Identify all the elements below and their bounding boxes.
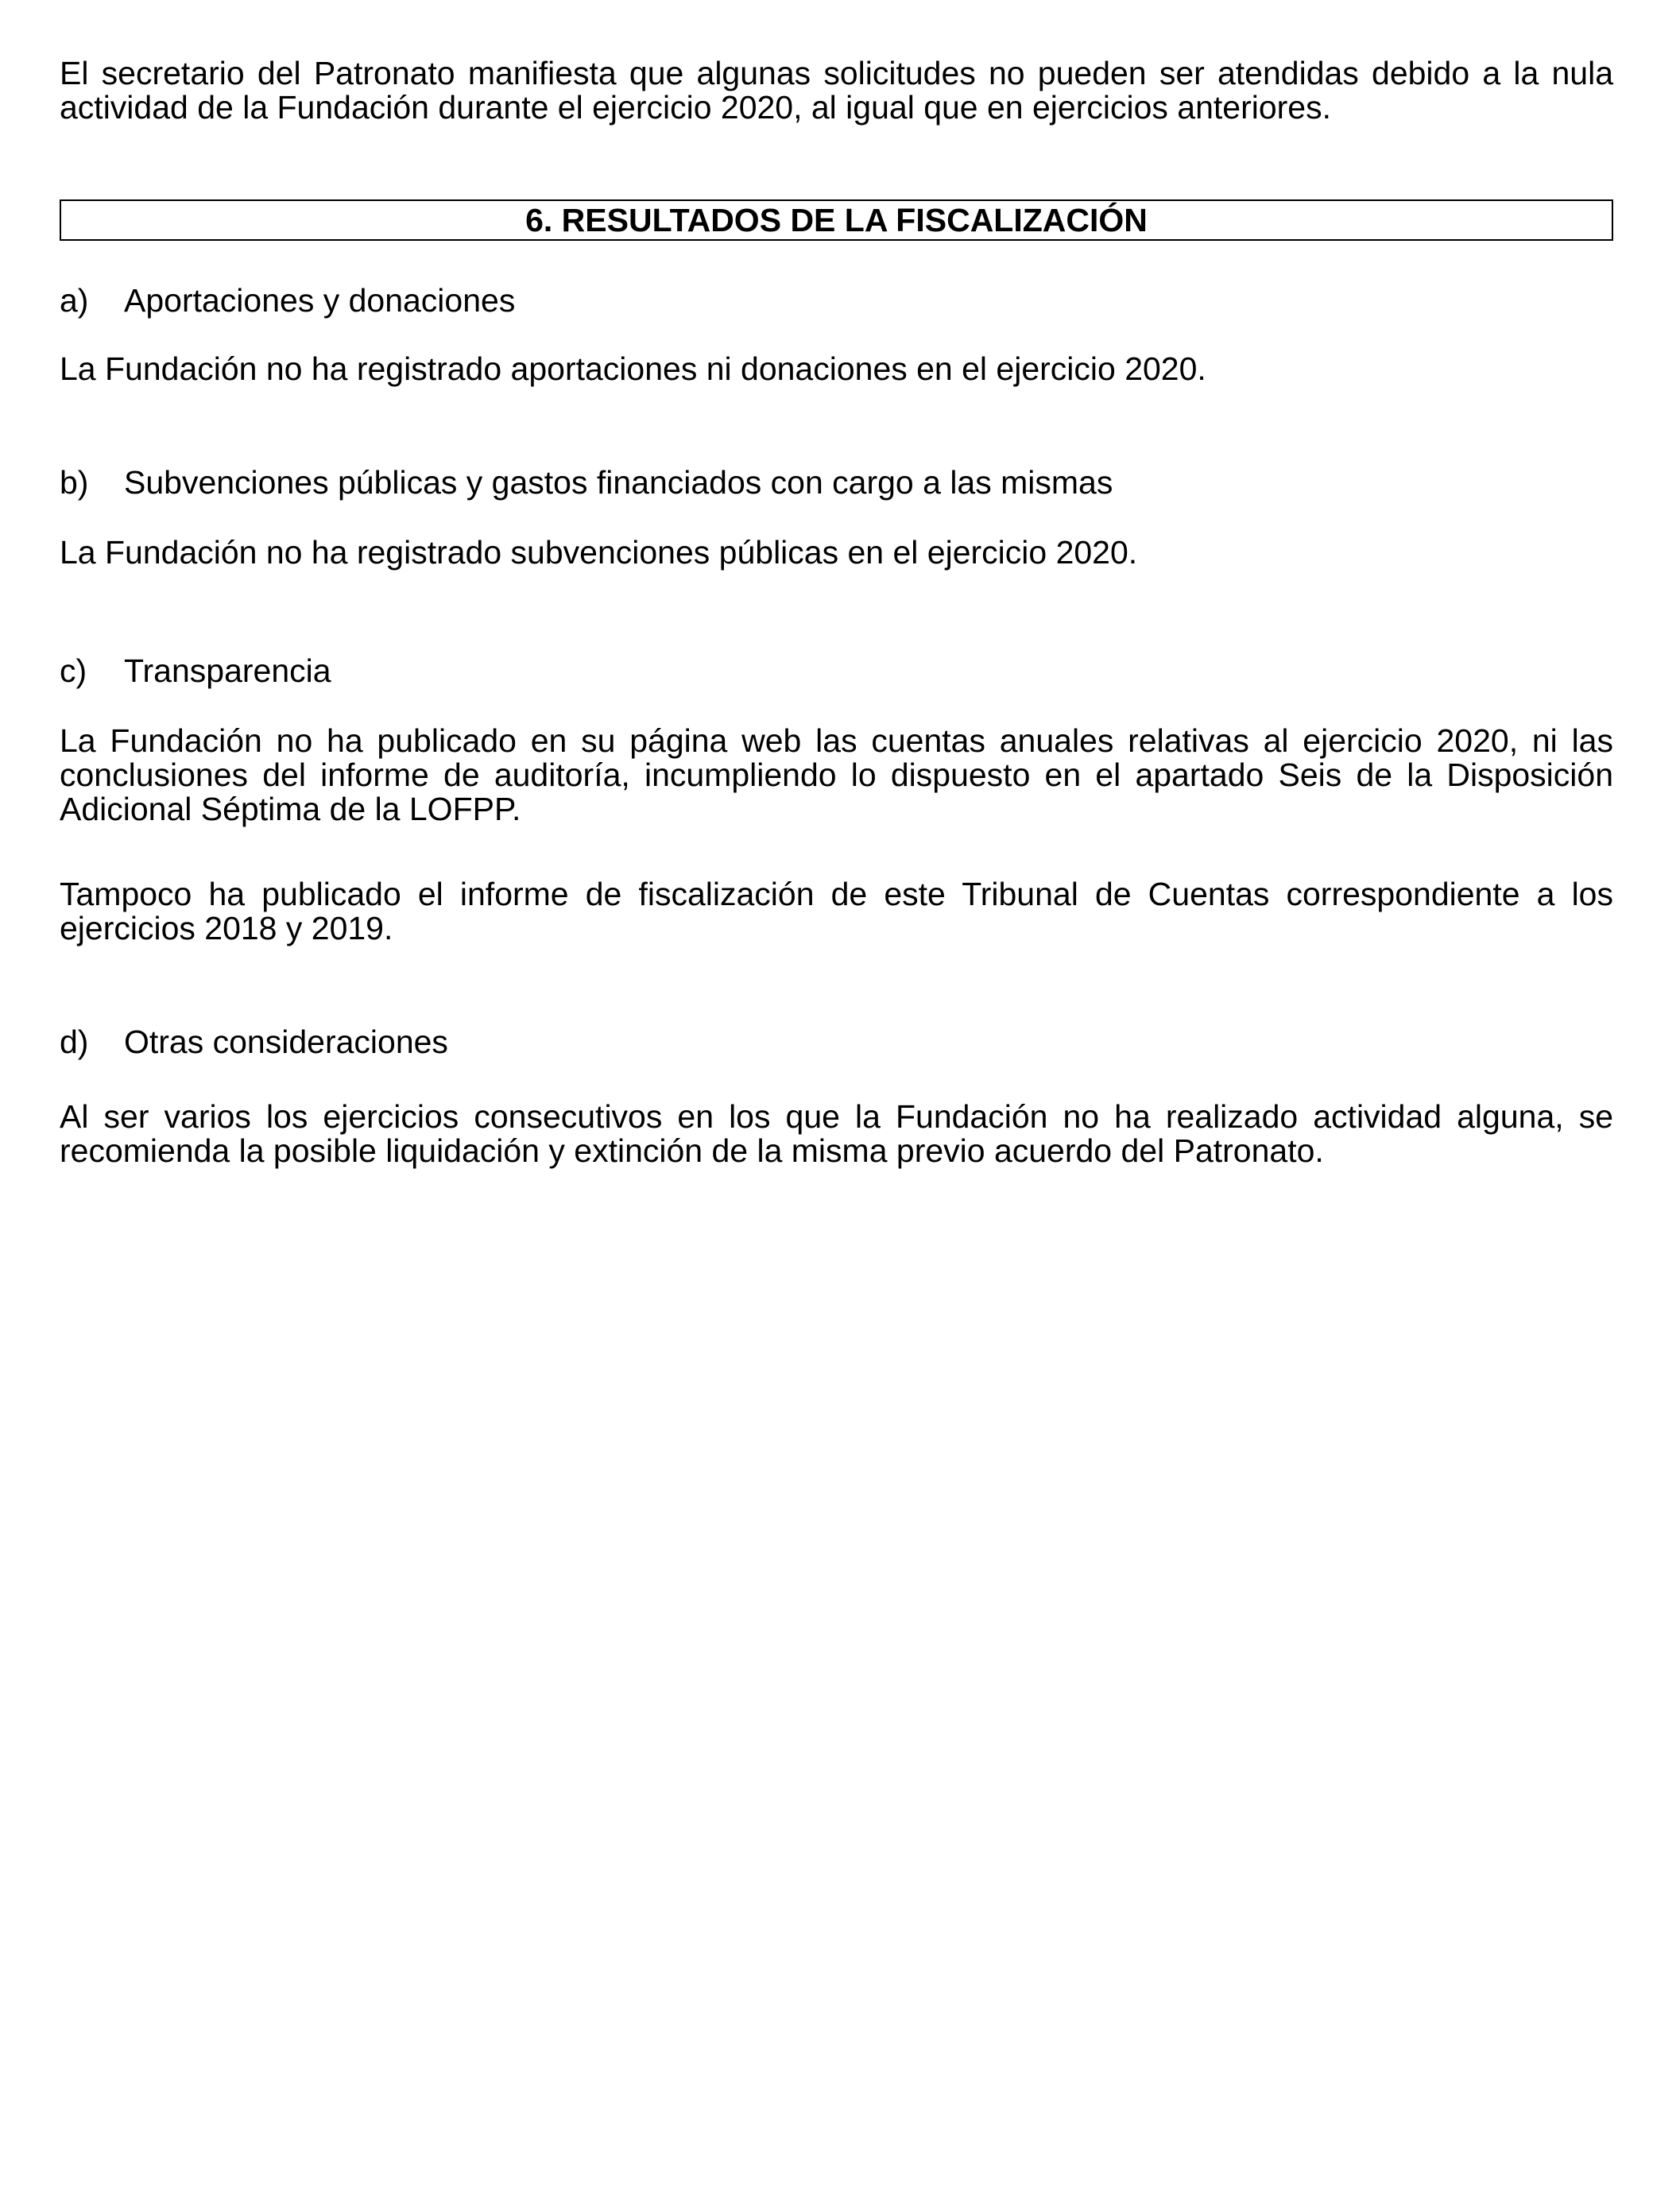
list-heading-c [60,654,1613,688]
list-heading-d [60,1025,1613,1059]
paragraph-c-1: La Fundación no ha publicado en su página web las cuentas anuales relativas al ejercicio 2020, ni las conclusiones del informe de auditoría, incumpliendo lo dispuesto en el apartado Seis de la Disposición Adicional Séptima de la LOFPP. [60,722,1613,827]
section-title: 6. RESULTADOS DE LA FISCALIZACIÓN [525,202,1148,238]
paragraph-c-2: Tampoco ha publicado el informe de fiscalización de este Tribunal de Cuentas correspondiente a los ejercicios 2018 y 2019. [60,876,1613,946]
list-marker-d: d) [60,1024,89,1060]
list-marker-c: c) [60,652,87,689]
list-heading-d-label: Otras consideraciones [124,1024,448,1060]
list-heading-b-label: Subvenciones públicas y gastos financiados con cargo a las mismas [124,464,1113,501]
list-heading-a-label: Aportaciones y donaciones [124,282,516,319]
paragraph-a-1: La Fundación no ha registrado aportaciones ni donaciones en el ejercicio 2020. [60,350,1206,387]
list-heading-c-label: Transparencia [124,652,331,689]
section-title-box [60,199,1613,241]
list-heading-a [60,284,1613,318]
intro-paragraph: El secretario del Patronato manifiesta que algunas solicitudes no pueden ser atendidas debido a la nula actividad de la Fundación durante el ejercicio 2020, al igual que en ejercicios anteriores. [60,55,1613,126]
list-marker-b: b) [60,464,89,501]
list-marker-a: a) [60,282,89,319]
paragraph-d-1: Al ser varios los ejercicios consecutivos en los que la Fundación no ha realizado actividad alguna, se recomienda la posible liquidación y extinción de la misma previo acuerdo del Patronato. [60,1098,1613,1169]
paragraph-b-1: La Fundación no ha registrado subvenciones públicas en el ejercicio 2020. [60,534,1138,571]
list-heading-b [60,466,1613,500]
